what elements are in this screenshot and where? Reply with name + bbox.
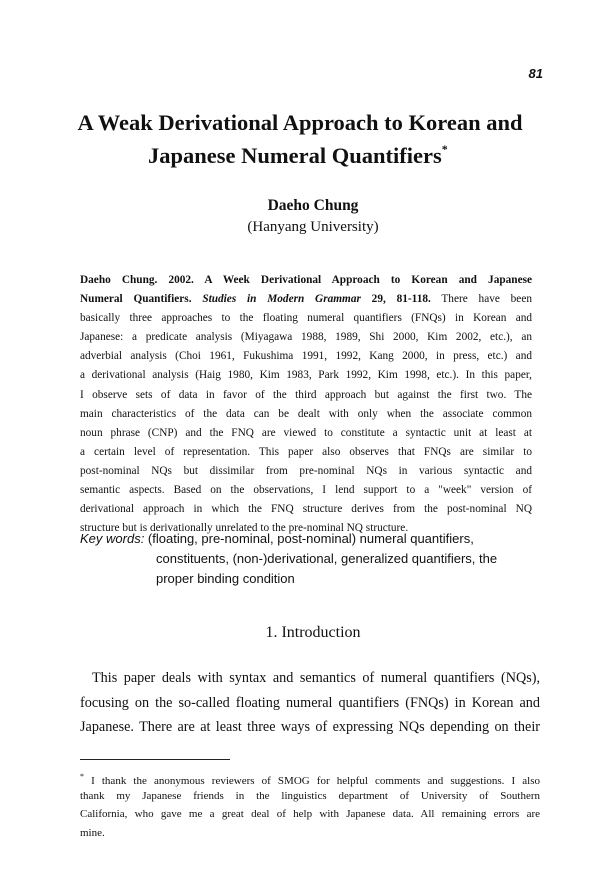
abstract-line: semantic aspects. Based on the observations, I lend support to a "week" version of [80, 484, 532, 497]
abstract-line: Japanese: a predicate analysis (Miyagawa 1988, 1989, Shi 2000, Kim 2002, etc.), an [80, 331, 532, 344]
paper-title-line-2-text: Japanese Numeral Quantifiers [148, 143, 442, 168]
abstract-line: post-nominal NQs but dissimilar from pre-nominal NQs in various syntactic and [80, 464, 532, 477]
keywords-label: Key words: [80, 531, 145, 546]
abstract-line: I observe sets of data in favor of the third approach but against the first two. The [80, 388, 532, 401]
page-number: 81 [528, 66, 543, 81]
abstract-line [80, 271, 532, 290]
author-affiliation: (Hanyang University) [247, 219, 379, 235]
author-name: Daeho Chung [267, 197, 359, 214]
citation-journal: Studies in Modern Grammar [202, 293, 361, 306]
abstract-line: derivational approach in which the FNQ structure derives from the post-nominal NQ [80, 503, 532, 516]
abstract-line: adverbial analysis (Choi 1961, Fukushima 1991, 1992, Kang 2000, in press, etc.) and [80, 350, 532, 363]
keywords-line [80, 529, 540, 549]
paper-title-line-2 [148, 142, 448, 169]
citation-title-cont: Numeral Quantifiers. [80, 293, 203, 306]
abstract-line-rest: There have been [430, 293, 532, 306]
footnote-text: I thank the anonymous reviewers of SMOG for helpful comments and suggestions. I also [84, 775, 540, 787]
citation-title: A Week Derivational Approach to Korean and Japanese [204, 274, 532, 286]
footnote [80, 768, 540, 842]
footnote-line [80, 768, 540, 787]
intro-line: Japanese. There are at least three ways of expressing NQs depending on their [80, 719, 540, 735]
abstract-line: noun phrase (CNP) and the FNQ are viewed to constitute a syntactic unit at least at [80, 426, 532, 439]
footnote-divider [80, 759, 230, 760]
abstract-line: a derivational analysis (Haig 1980, Kim 1983, Park 1992, Kim 1998, etc.). In this paper, [80, 369, 532, 382]
abstract-line: main characteristics of the data can be dealt with only when the associate common [80, 407, 532, 420]
intro-paragraph [80, 666, 540, 740]
citation-author-year: Daeho Chung. 2002. [80, 274, 205, 286]
keywords-line: proper binding condition [156, 571, 295, 586]
footnote-mark: * [80, 772, 84, 781]
intro-line: This paper deals with syntax and semantics of numeral quantifiers (NQs), [92, 670, 540, 686]
keywords-line: constituents, (non-)derivational, generalized quantifiers, the [156, 551, 498, 566]
abstract-line: a certain level of representation. This paper also observes that FNQs are similar to [80, 445, 532, 458]
abstract [80, 271, 532, 538]
paper-title-line-1: A Weak Derivational Approach to Korean and [77, 110, 523, 135]
keywords [80, 529, 540, 589]
footnote-line: thank my Japanese friends in the linguistics department of University of Southern [80, 789, 540, 802]
keywords-text: (floating, pre-nominal, post-nominal) numeral quantifiers, [144, 531, 474, 546]
intro-line: focusing on the so-called floating numeral quantifiers (FNQs) in Korean and [80, 694, 540, 711]
abstract-line: structure but is derivationally unrelated to the pre-nominal NQ structure. [80, 522, 409, 535]
abstract-line [80, 290, 532, 309]
footnote-line: mine. [80, 826, 105, 839]
section-heading: 1. Introduction [265, 624, 361, 641]
abstract-line: basically three approaches to the floating numeral quantifiers (FNQs) in Korean and [80, 312, 532, 325]
citation-volume: 29, 81-118. [360, 293, 431, 306]
footnote-line: California, who gave me a great deal of help with Japanese data. All remaining errors are [80, 808, 540, 820]
title-footnote-mark: * [441, 142, 448, 156]
